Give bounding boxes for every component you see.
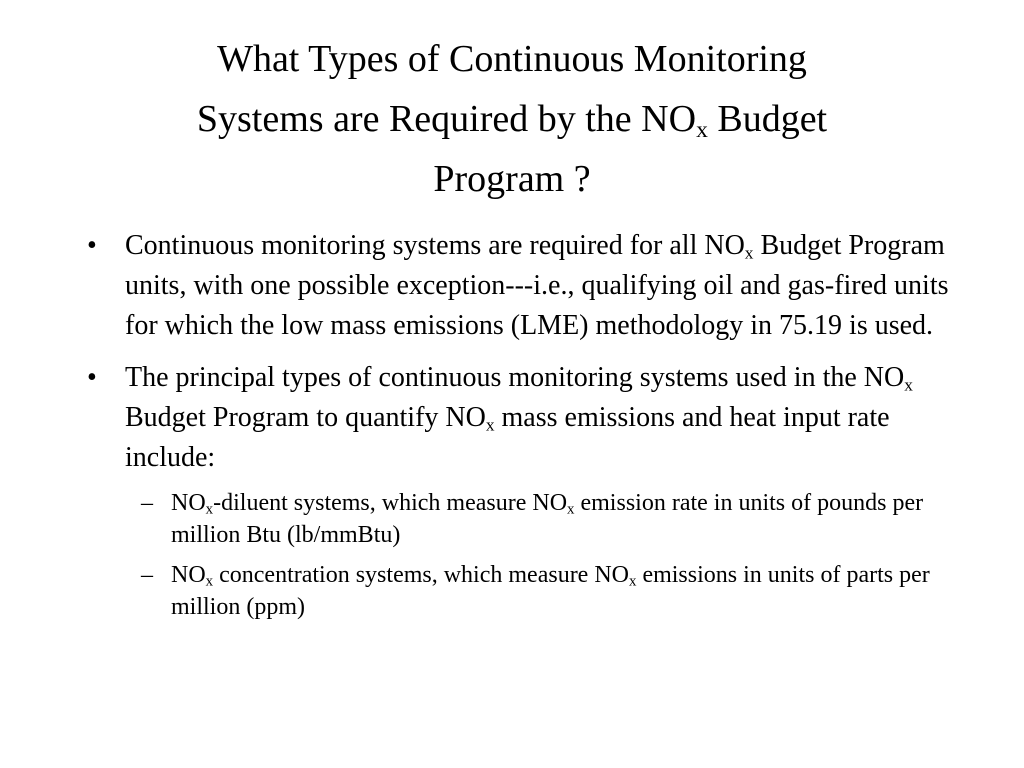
bullet-text-mid: Budget Program to quantify NO xyxy=(125,402,486,433)
bullet-subscript: x xyxy=(485,415,495,435)
bullet-subscript: x xyxy=(904,375,913,395)
slide-body xyxy=(86,226,956,634)
sub-bullet-item xyxy=(86,559,956,623)
title-subscript: x xyxy=(696,116,708,143)
sub-bullet-text: NO xyxy=(171,562,206,588)
bullet-text: Continuous monitoring systems are required for all NO xyxy=(125,230,745,261)
sub-bullet-marker: – xyxy=(141,562,153,588)
sub-bullet-subscript: x xyxy=(629,573,637,590)
sub-bullet-subscript: x xyxy=(205,573,214,590)
bullet-subscript: x xyxy=(744,243,754,263)
bullet-text-tail: Budget Program units, with one possible exception---i.e., qualifying oil and gas-fired units for which the low mass emissions (LME) methodology in 75.19 is used. xyxy=(125,230,949,341)
title-line-1: What Types of Continuous Monitoring xyxy=(217,38,807,80)
sub-bullet-text-mid: concentration systems, which measure NO xyxy=(213,562,629,588)
title-line-2-text: Systems are Required by the NO xyxy=(196,98,697,140)
sub-bullet-text-tail: emission rate in units of pounds per million Btu (lb/mmBtu) xyxy=(171,490,924,548)
sub-bullet-subscript: x xyxy=(205,501,214,518)
sub-bullet-item xyxy=(86,487,956,551)
sub-bullet-subscript: x xyxy=(567,501,575,518)
title-line-3: Program ? xyxy=(433,158,591,200)
bullet-item xyxy=(86,226,956,346)
sub-bullet-text: NO xyxy=(171,490,206,516)
sub-bullet-marker: – xyxy=(141,490,153,516)
sub-bullet-text-mid: -diluent systems, which measure NO xyxy=(213,490,568,516)
bullet-text: The principal types of continuous monitoring systems used in the NO xyxy=(125,362,905,393)
bullet-marker: • xyxy=(87,230,97,261)
slide-title xyxy=(80,29,944,209)
bullet-text-tail: mass emissions and heat input rate include: xyxy=(125,402,890,473)
title-line-2 xyxy=(196,98,828,143)
title-line-2-tail: Budget xyxy=(707,98,828,140)
bullet-marker: • xyxy=(87,362,97,393)
bullet-item xyxy=(86,358,956,478)
sub-bullet-text-tail: emissions in units of parts per million (ppm) xyxy=(171,562,930,620)
